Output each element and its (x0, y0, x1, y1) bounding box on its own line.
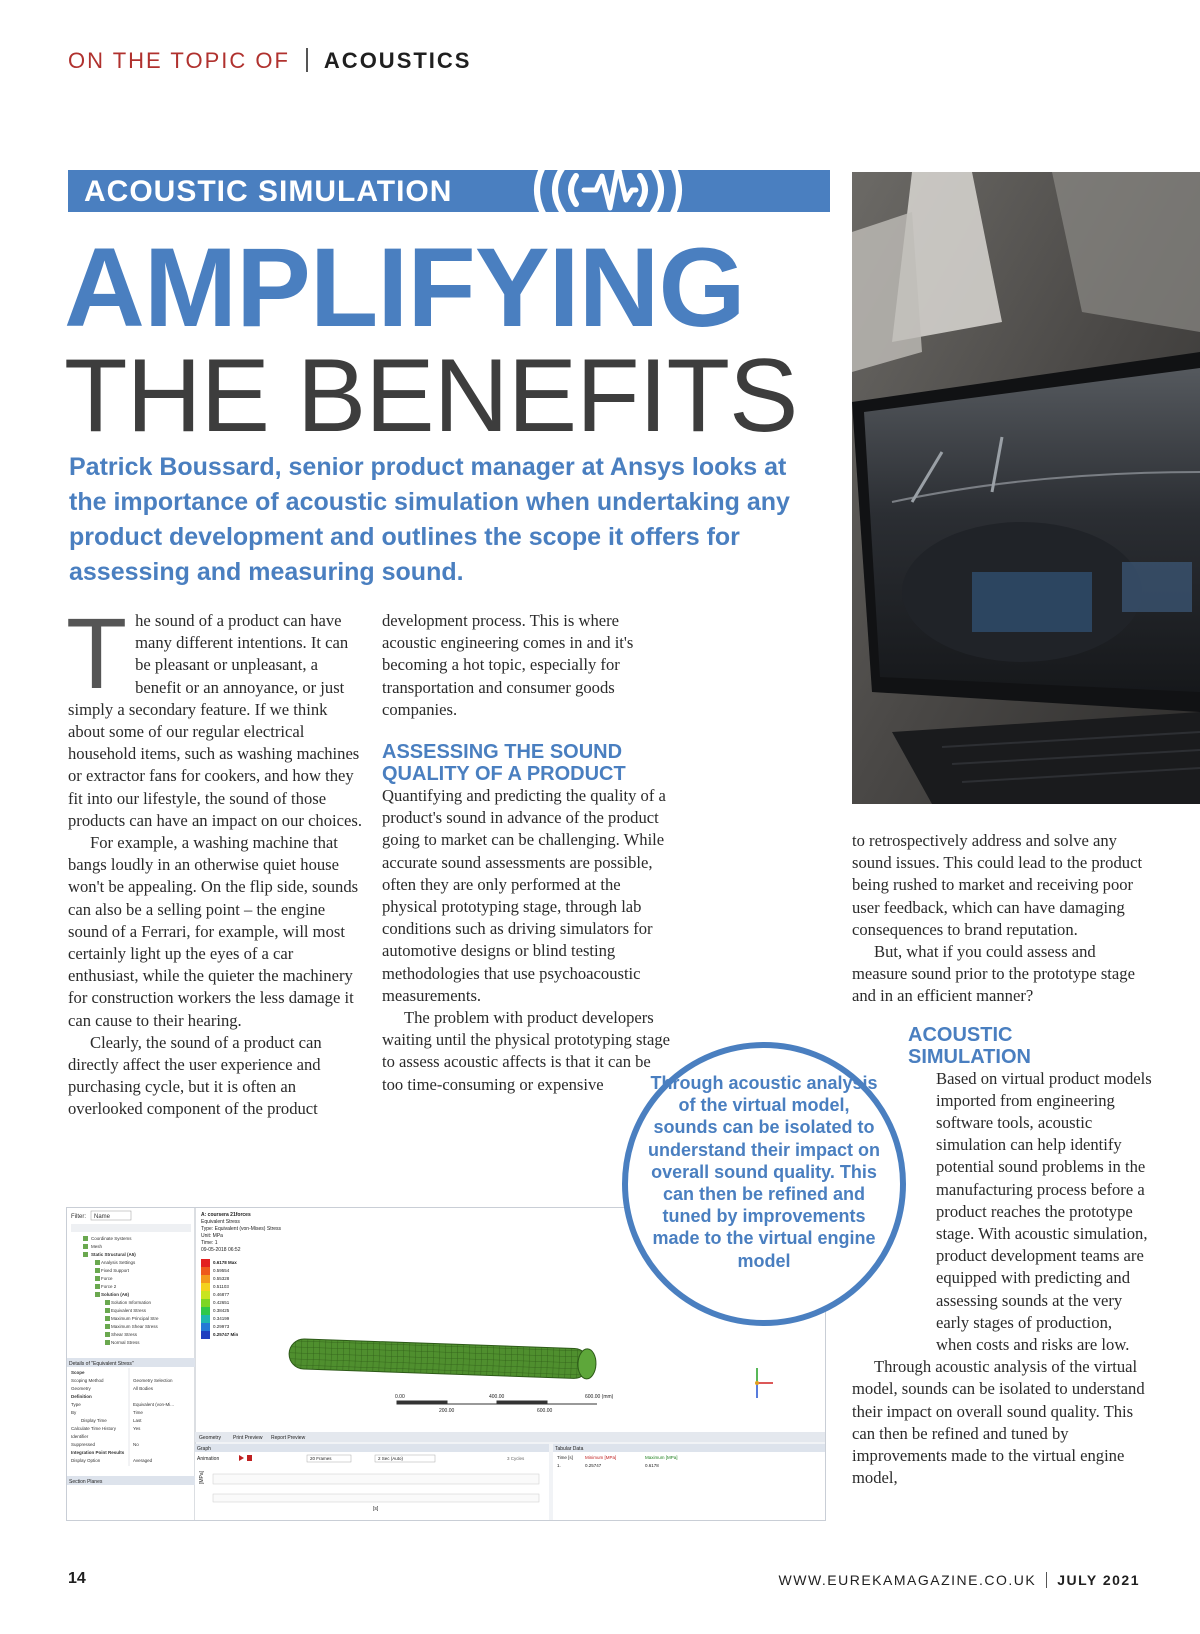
svg-text:Name: Name (94, 1214, 111, 1220)
pull-quote-text: Through acoustic analysis of the virtual model, sounds can be isolated to understand their impact on overall sound quality. This can then be refined and tuned by improvements made to the virtual engine model (647, 1073, 881, 1271)
svg-text:20 Frames: 20 Frames (310, 1456, 332, 1461)
svg-text:Equivalent (von-Mi...: Equivalent (von-Mi... (133, 1402, 175, 1407)
svg-text:0.25747: 0.25747 (585, 1463, 602, 1468)
svg-text:[MPa]: [MPa] (199, 1470, 205, 1484)
paragraph: to retrospectively address and solve any sound issues. This could lead to the product being rushed to market and receiving poor user feedback, which can have damaging consequences to brand reputation. (852, 831, 1143, 939)
category-label: ACOUSTIC SIMULATION (84, 175, 453, 208)
page-number: 14 (68, 1570, 86, 1587)
svg-text:0.46877: 0.46877 (213, 1292, 230, 1297)
subheading-assessing: ASSESSING THE SOUND QUALITY OF A PRODUCT (382, 741, 626, 786)
svg-text:Equivalent Stress: Equivalent Stress (201, 1219, 240, 1225)
svg-text:Mesh: Mesh (91, 1244, 103, 1249)
svg-text:Section Planes: Section Planes (69, 1479, 103, 1485)
svg-text:0.25747 Min: 0.25747 Min (213, 1332, 239, 1337)
body-column-2 (382, 610, 672, 1096)
svg-text:Analysis Settings: Analysis Settings (101, 1260, 136, 1265)
svg-text:200.00: 200.00 (439, 1408, 455, 1414)
headline-line1: AMPLIFYING (64, 225, 745, 350)
svg-text:Minimum [MPa]: Minimum [MPa] (585, 1455, 617, 1460)
svg-text:Geometry: Geometry (71, 1386, 91, 1391)
svg-text:Display Option: Display Option (71, 1458, 101, 1463)
svg-text:Time [s]: Time [s] (557, 1455, 573, 1460)
legend-swatch (201, 1267, 210, 1275)
pull-quote (622, 1042, 906, 1326)
svg-text:All Bodies: All Bodies (133, 1386, 154, 1391)
svg-text:0.00: 0.00 (395, 1394, 405, 1400)
svg-text:0.29973: 0.29973 (213, 1324, 230, 1329)
svg-text:Averaged: Averaged (133, 1458, 153, 1463)
svg-text:0.42651: 0.42651 (213, 1300, 230, 1305)
footer-meta (779, 1572, 1140, 1588)
footer-divider (1046, 1572, 1047, 1588)
svg-text:Geometry: Geometry (199, 1435, 221, 1441)
svg-text:Force: Force (101, 1276, 113, 1281)
svg-text:Shear Stress: Shear Stress (111, 1332, 138, 1337)
svg-text:Definition: Definition (71, 1394, 92, 1399)
svg-text:Animation: Animation (197, 1456, 220, 1462)
svg-text:Maximum Principal Stre: Maximum Principal Stre (111, 1316, 159, 1321)
standfirst: Patrick Boussard, senior product manager at Ansys looks at the importance of acoustic simulation when undertaking any product development and outlines the scope it offers for assessing and measuring sound. (69, 453, 790, 586)
svg-text:No: No (133, 1442, 139, 1447)
paragraph: he sound of a product can have many different intentions. It can be pleasant or unpleasant, a benefit or an annoyance, or just simply a secondary feature. If we think about some of our regular electrical household items, such as washing machines or extractor fans for cookers, and how they fit into our lifestyle, the sound of those products can have an impact on our choices. (68, 611, 362, 830)
svg-text:[s]: [s] (373, 1506, 379, 1512)
svg-text:Print Preview: Print Preview (233, 1435, 263, 1441)
site-url: WWW.EUREKAMAGAZINE.CO.UK (778, 1572, 1037, 1588)
legend-swatch (201, 1307, 210, 1315)
svg-text:A: coursera 21forces: A: coursera 21forces (201, 1212, 251, 1218)
svg-text:Scoping Method: Scoping Method (71, 1378, 104, 1383)
legend-swatch (201, 1291, 210, 1299)
topic-label: ON THE TOPIC OF (68, 48, 290, 73)
subheading-acoustic-simulation: ACOUSTIC SIMULATION (908, 1023, 1031, 1068)
legend-swatch (201, 1315, 210, 1323)
svg-text:600.00 (mm): 600.00 (mm) (585, 1394, 614, 1400)
drop-cap: T (66, 598, 128, 710)
body-column-1 (66, 598, 364, 1121)
headline-line2: THE BENEFITS (64, 338, 798, 454)
svg-text:Fixed Support: Fixed Support (101, 1268, 130, 1273)
svg-text:Type: Equivalent (von-Mises) S: Type: Equivalent (von-Mises) Stress (201, 1226, 282, 1232)
legend-swatch (201, 1323, 210, 1331)
paragraph: But, what if you could assess and measure sound prior to the prototype stage and in an efficient manner? (852, 942, 1135, 1006)
svg-text:600.00: 600.00 (537, 1408, 553, 1414)
paragraph: For example, a washing machine that bangs loudly in an otherwise quiet house won't be appealing. On the flip side, sounds can also be a selling point – the engine sound of a Ferrari, for example, will most certainly light up the eyes of a car enthusiast, while the quieter the machinery for construction workers the less damage it can cause to their hearing. (68, 833, 359, 1030)
paragraph: Quantifying and predicting the quality of a product's sound in advance of the product going to market can be challenging. While accurate sound assessments are possible, often they are only performed at the physical prototyping stage, through lab conditions such as driving simulators for automotive designs or blind testing methodologies that use psychoacoustic measurements. (382, 786, 666, 1005)
svg-text:Scope: Scope (71, 1370, 85, 1375)
svg-text:Force 2: Force 2 (101, 1284, 117, 1289)
simulator-photo (852, 172, 1200, 804)
svg-text:0.55328: 0.55328 (213, 1276, 230, 1281)
svg-text:Time: 1: Time: 1 (201, 1240, 218, 1246)
svg-text:Equivalent Stress: Equivalent Stress (111, 1308, 147, 1313)
legend-swatch (201, 1331, 210, 1339)
issue-date: JULY 2021 (1057, 1572, 1140, 1588)
paragraph: Based on virtual product models imported from engineering software tools, acoustic simulation can help identify potential sound problems in the manufacturing process before a product reaches the prototype stage. With acoustic simulation, product development teams are equipped with predicting and assessing sounds at the very early stages of production, when costs and risks are low. (936, 1068, 1152, 1355)
paragraph: The problem with product developers waiting until the physical prototyping stage to assess acoustic affects is that it can be too time-consuming or expensive (382, 1008, 671, 1094)
svg-text:Display Time: Display Time (81, 1418, 107, 1423)
svg-text:Integration Point Results: Integration Point Results (71, 1450, 125, 1455)
header-divider (306, 48, 308, 72)
svg-text:2 Sec (Auto): 2 Sec (Auto) (378, 1456, 404, 1461)
svg-text:Geometry Selection: Geometry Selection (133, 1378, 173, 1383)
svg-text:Solution Information: Solution Information (111, 1300, 152, 1305)
svg-text:Report Preview: Report Preview (271, 1435, 306, 1441)
svg-text:0.38425: 0.38425 (213, 1308, 230, 1313)
svg-text:Maximum [MPa]: Maximum [MPa] (645, 1455, 678, 1460)
svg-text:09-05-2018 06:52: 09-05-2018 06:52 (201, 1247, 241, 1253)
svg-text:400.00: 400.00 (489, 1394, 505, 1400)
svg-text:Normal Stress: Normal Stress (111, 1340, 140, 1345)
svg-text:Coordinate Systems: Coordinate Systems (91, 1236, 132, 1241)
paragraph: Through acoustic analysis of the virtual model, sounds can be isolated to understand their impact on overall sound quality. This can then be refined and tuned by improvements made to the virtual engine model, (852, 1357, 1145, 1488)
section-header (68, 48, 471, 74)
svg-text:Type: Type (71, 1402, 81, 1407)
svg-text:Graph: Graph (197, 1446, 211, 1452)
svg-text:0.34199: 0.34199 (213, 1316, 230, 1321)
svg-text:0.51103: 0.51103 (213, 1284, 229, 1289)
simulator-photo-image (852, 172, 1200, 804)
svg-text:Details of "Equivalent Stress": Details of "Equivalent Stress" (69, 1361, 134, 1367)
svg-text:Solution (A6): Solution (A6) (101, 1292, 129, 1297)
svg-text:3 Cycles: 3 Cycles (507, 1456, 525, 1461)
svg-text:Unit: MPa: Unit: MPa (201, 1233, 223, 1239)
svg-text:Yes: Yes (133, 1426, 141, 1431)
svg-text:Tabular Data: Tabular Data (555, 1446, 584, 1452)
svg-text:0.6178: 0.6178 (645, 1463, 659, 1468)
svg-text:Identifier: Identifier (71, 1434, 89, 1439)
paragraph: Clearly, the sound of a product can directly affect the user experience and purchasing cycle, but it is often an overlooked component of the product (68, 1032, 322, 1119)
legend-swatch (201, 1283, 210, 1291)
sound-wave-icon (520, 146, 696, 234)
svg-text:Last: Last (133, 1418, 142, 1423)
paragraph: development process. This is where acoustic engineering comes in and it's becoming a hot topic, especially for transportation and consumer goods companies. (382, 611, 634, 719)
svg-text:Maximum Shear Stress: Maximum Shear Stress (111, 1324, 158, 1329)
topic-value: ACOUSTICS (323, 48, 472, 73)
legend-swatch (201, 1275, 210, 1283)
svg-text:1.: 1. (557, 1463, 561, 1468)
svg-text:Time: Time (133, 1410, 143, 1415)
svg-text:Static Structural (A5): Static Structural (A5) (91, 1252, 136, 1257)
svg-text:Calculate Time History: Calculate Time History (71, 1426, 117, 1431)
legend-swatch (201, 1299, 210, 1307)
svg-text:0.6178 Max: 0.6178 Max (213, 1260, 237, 1265)
legend-swatch (201, 1259, 210, 1267)
svg-text:Suppressed: Suppressed (71, 1442, 96, 1447)
svg-text:0.59554: 0.59554 (213, 1268, 230, 1273)
svg-text:Filter:: Filter: (71, 1214, 86, 1220)
svg-text:By: By (71, 1410, 77, 1415)
